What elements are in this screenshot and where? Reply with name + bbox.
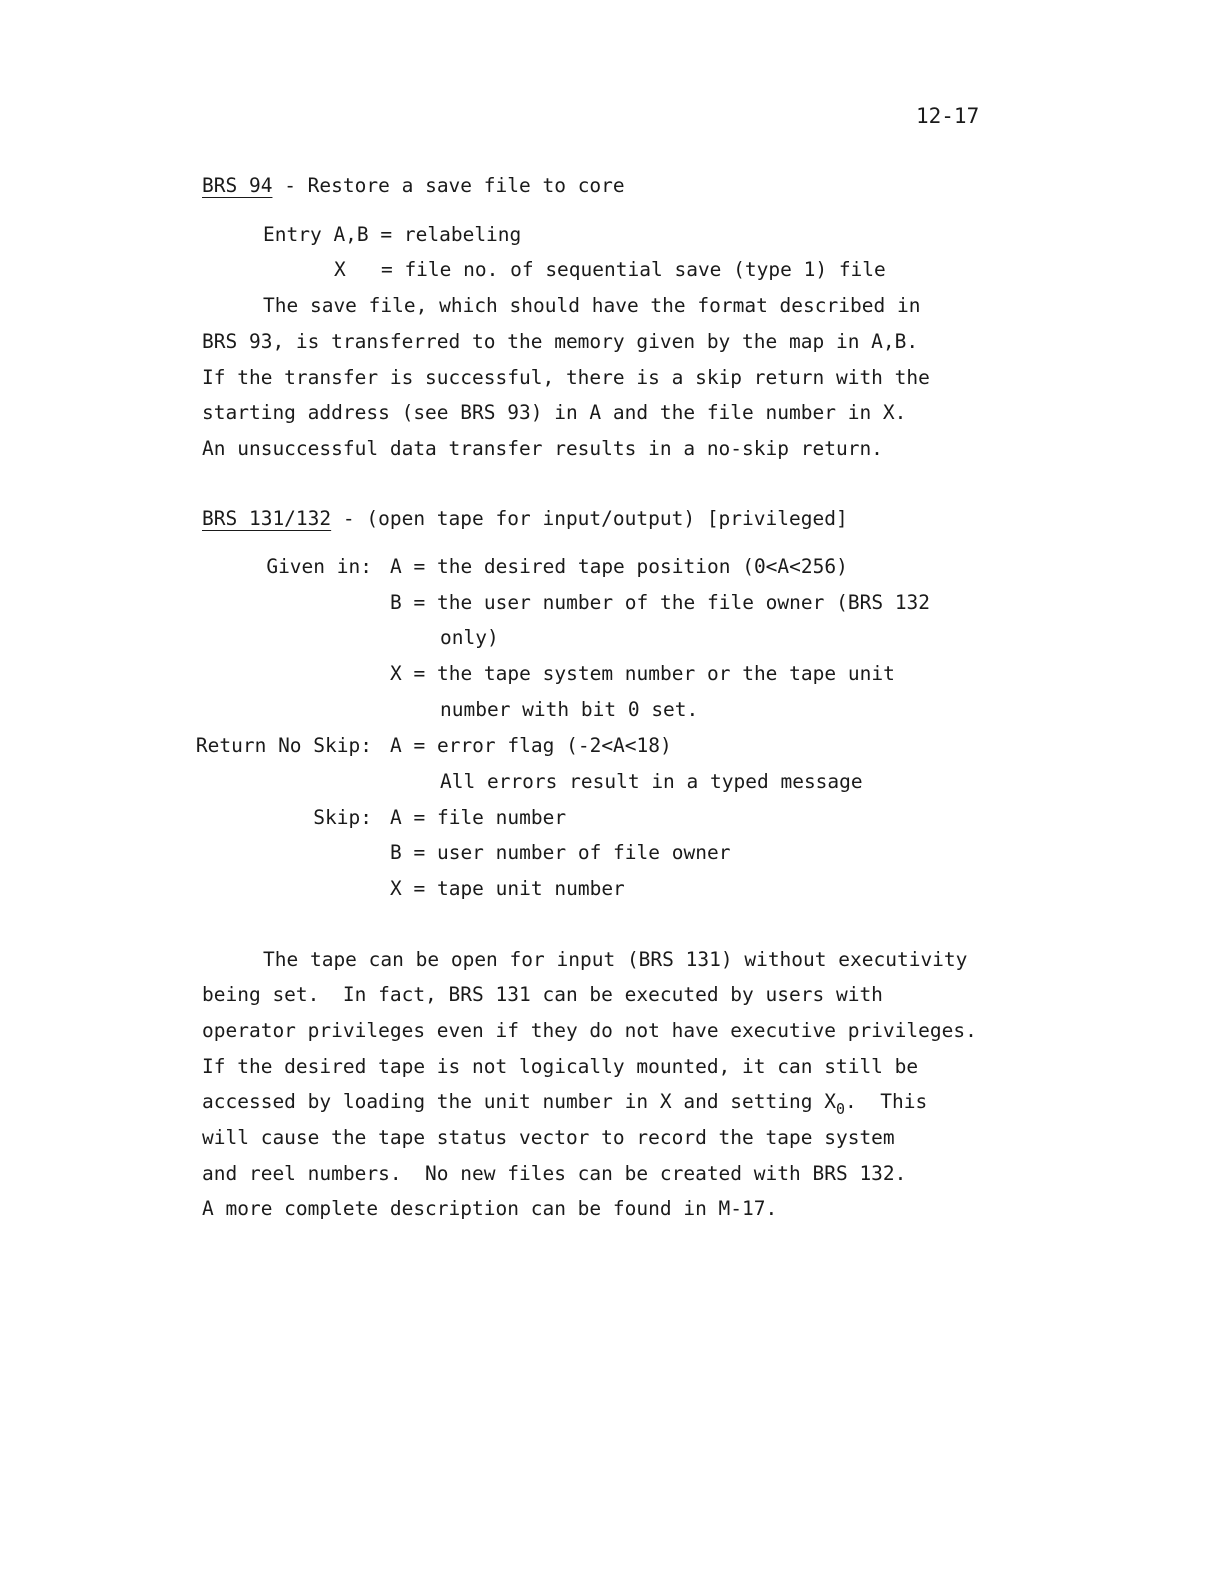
brs94-code: BRS 94 [202, 174, 273, 197]
skip-a: A = file number [390, 806, 567, 829]
given-a: A = the desired tape position (0<A<256) [390, 555, 848, 578]
skip-b: B = user number of file owner [390, 841, 731, 864]
given-in-label: Given in: [266, 555, 372, 578]
x-subscript: 0 [835, 1100, 845, 1118]
brs131-heading [202, 509, 848, 529]
brs94-entry-x: X = file no. of sequential save (type 1) file [334, 258, 886, 281]
given-x-cont: number with bit 0 set. [440, 698, 699, 721]
skip-x: X = tape unit number [390, 877, 625, 900]
brs131-para-line-3: operator privileges even if they do not have executive privileges. [202, 1019, 977, 1042]
brs131-para-line-5 [202, 1092, 927, 1117]
brs131-para-line-1: The tape can be open for input (BRS 131) without executivity [263, 948, 968, 971]
noskip-cont: All errors result in a typed message [440, 770, 863, 793]
brs94-para-line-1: The save file, which should have the format described in [263, 294, 921, 317]
brs131-para-line-5-tail: . This [845, 1090, 928, 1113]
page-number: 12-17 [916, 104, 980, 128]
skip-label: Skip: [313, 806, 372, 829]
brs94-heading [202, 176, 625, 196]
brs94-para-line-2: BRS 93, is transferred to the memory given by the map in A,B. [202, 330, 919, 353]
given-x: X = the tape system number or the tape unit [390, 662, 895, 685]
brs131-para-line-4: If the desired tape is not logically mounted, it can still be [202, 1055, 919, 1078]
brs131-code: BRS 131/132 [202, 507, 332, 530]
brs131-para-line-6: will cause the tape status vector to record the tape system [202, 1126, 895, 1149]
brs131-para-line-2: being set. In fact, BRS 131 can be executed by users with [202, 983, 883, 1006]
noskip-a: A = error flag (-2<A<18) [390, 734, 672, 757]
brs131-title: - (open tape for input/output) [privileged] [331, 507, 848, 530]
brs94-title: - Restore a save file to core [272, 174, 625, 197]
brs131-para-line-7: and reel numbers. No new files can be created with BRS 132. [202, 1162, 907, 1185]
brs94-para-line-3: If the transfer is successful, there is a skip return with the [202, 366, 930, 389]
brs94-para-line-5: An unsuccessful data transfer results in a no-skip return. [202, 437, 883, 460]
given-b: B = the user number of the file owner (BRS 132 [390, 591, 931, 614]
brs131-para-line-5-text: accessed by loading the unit number in X and setting X [202, 1090, 836, 1113]
given-b-cont: only) [440, 626, 499, 649]
brs131-para-line-8: A more complete description can be found in M-17. [202, 1197, 778, 1220]
brs94-entry-ab: Entry A,B = relabeling [263, 223, 522, 246]
return-no-skip-label: Return No Skip: [195, 734, 372, 757]
brs94-para-line-4: starting address (see BRS 93) in A and the file number in X. [202, 401, 907, 424]
